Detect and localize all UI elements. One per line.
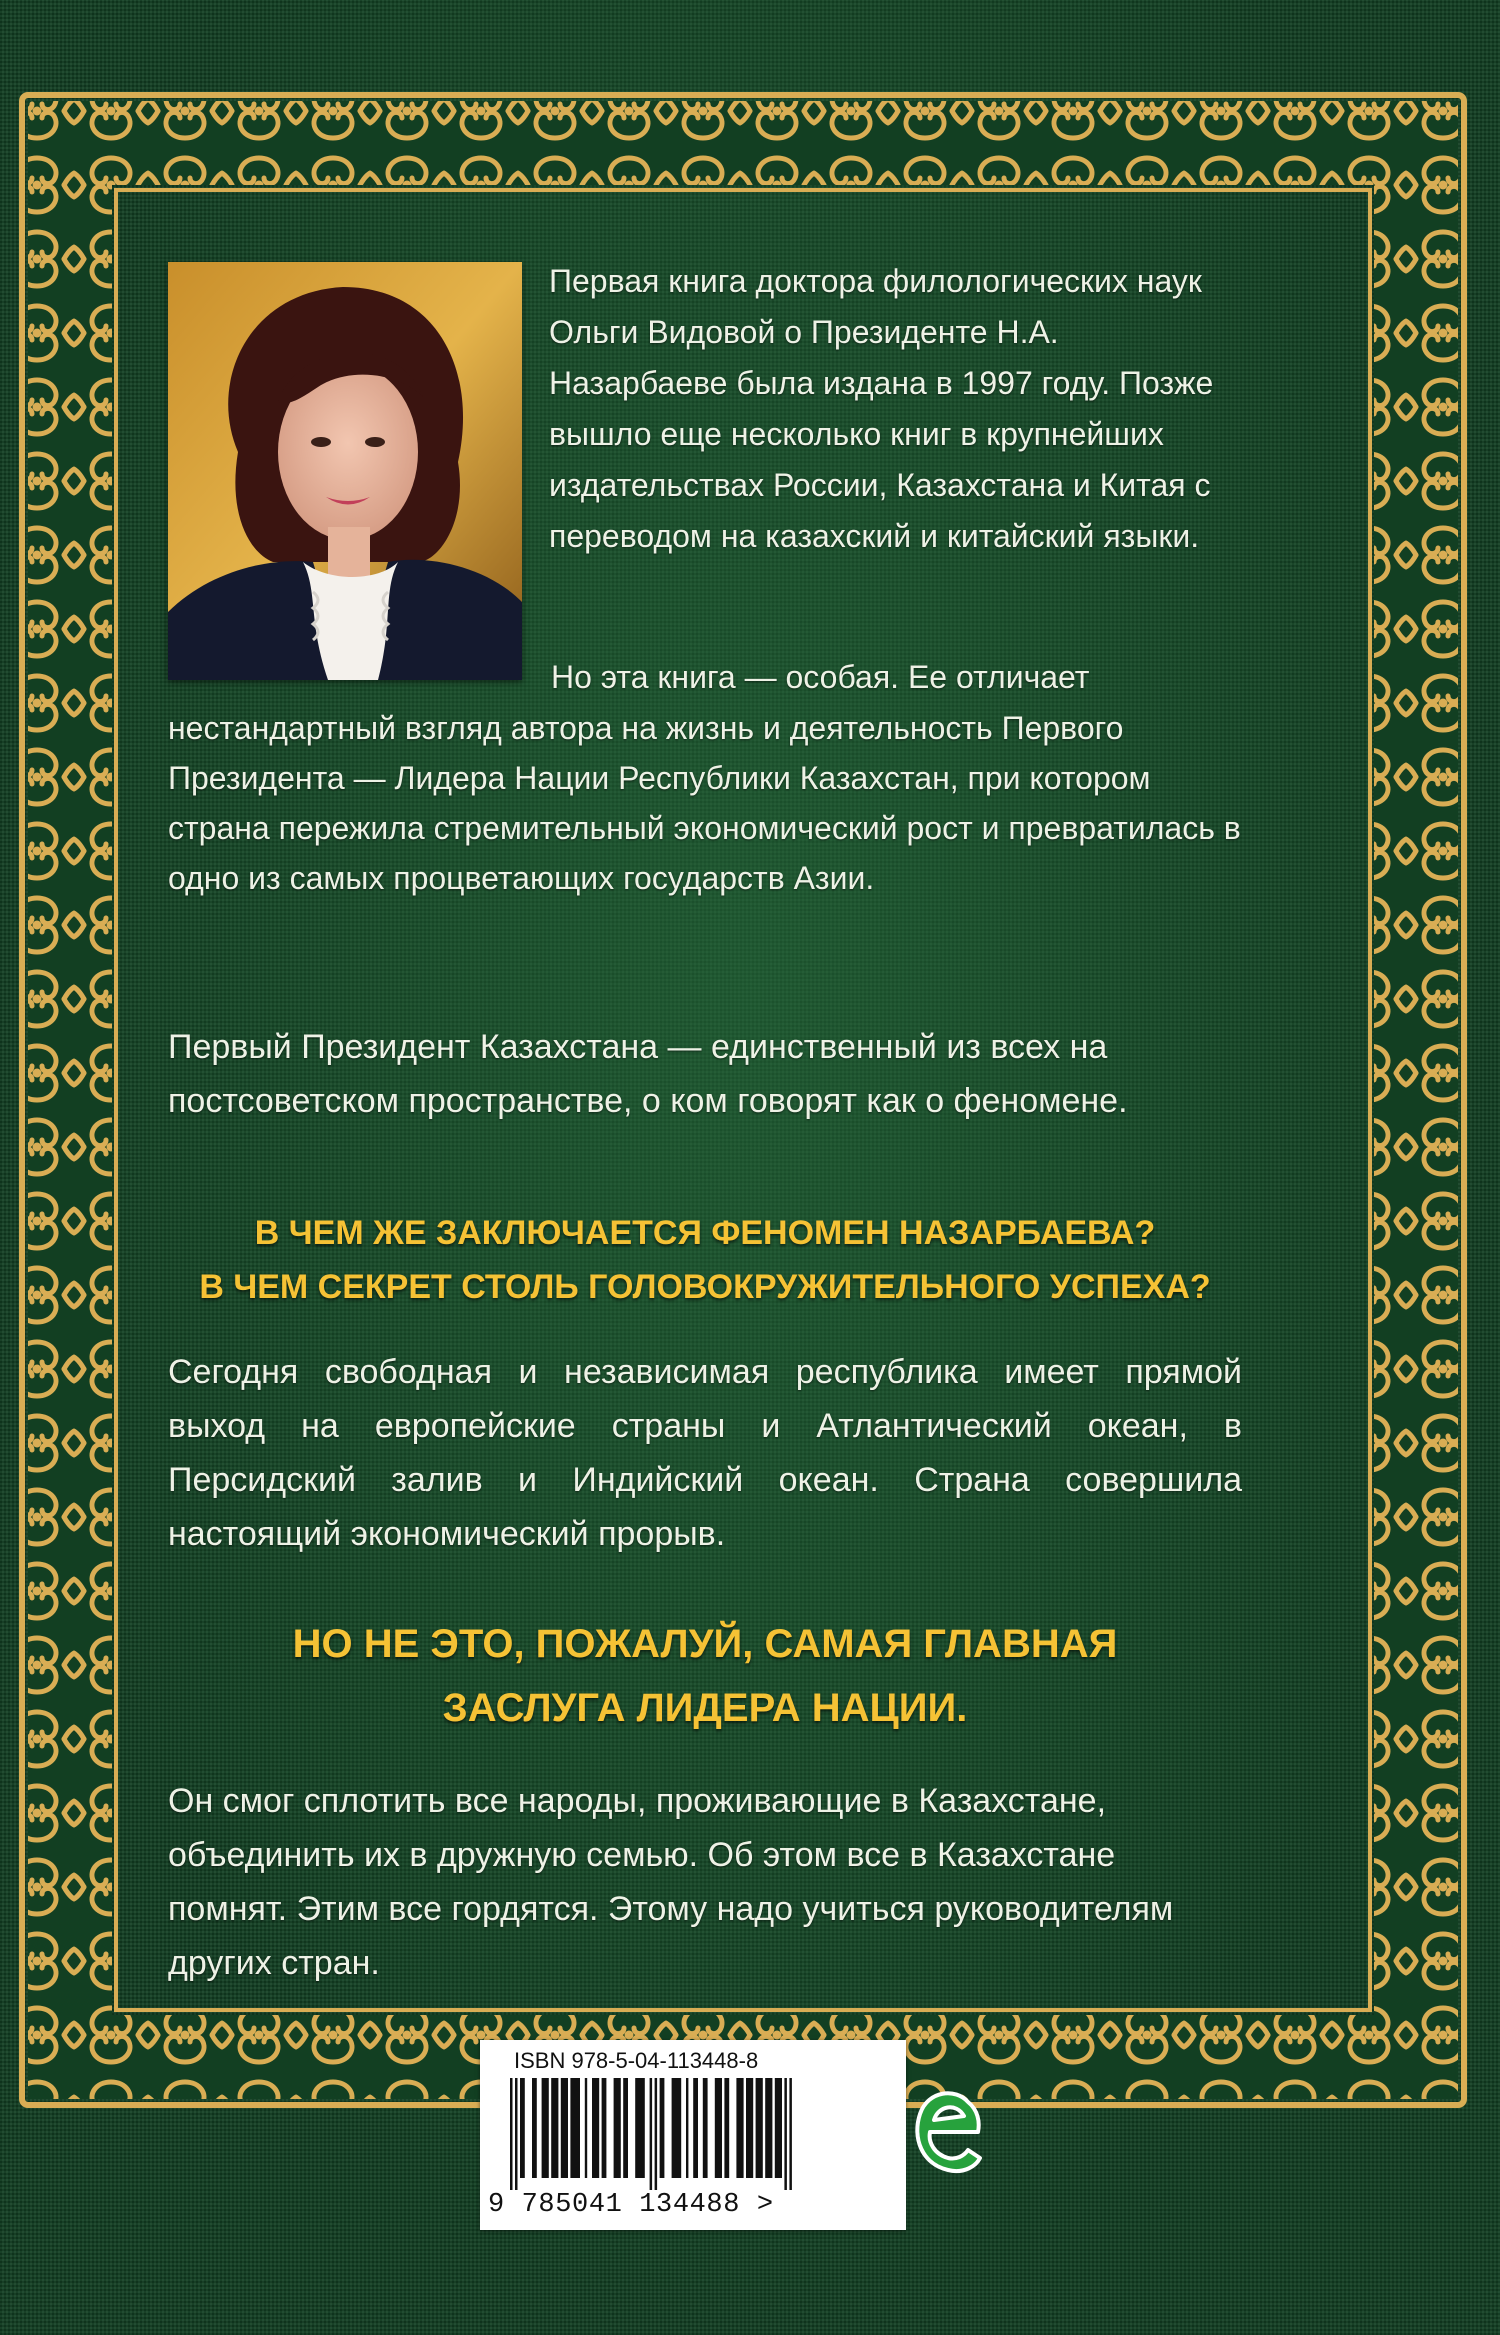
barcode-bar xyxy=(510,2078,513,2190)
barcode-bar xyxy=(532,2078,537,2178)
barcode-bar xyxy=(614,2078,621,2178)
barcode-digits: 9 785041 134488 > xyxy=(488,2190,774,2220)
barcode-bar xyxy=(724,2078,729,2178)
barcode-bar xyxy=(570,2078,580,2178)
barcode-bar xyxy=(693,2078,698,2178)
barcode-bar xyxy=(585,2078,587,2178)
barcode-bar xyxy=(775,2078,782,2178)
intro-paragraph-2: Но эта книга — особая. Ее отличает xyxy=(551,659,1090,695)
barcode-bar xyxy=(650,2078,653,2190)
intro-paragraph-1: Первая книга доктора филологических наук Ольги Видовой о Президенте Н.А. Назарбаеве была издана в 1997 году. Позже вышло еще несколько книг в крупнейших издательствах России, Казахстана и Китая с переводом на казахский и китайский языки. xyxy=(549,263,1214,554)
author-portrait-icon xyxy=(168,262,522,680)
barcode-bar xyxy=(592,2078,599,2178)
barcode-bar xyxy=(542,2078,549,2178)
barcode-bar xyxy=(515,2078,518,2190)
barcode-bar xyxy=(602,2078,607,2178)
barcode-bar xyxy=(715,2078,722,2178)
barcode-bar xyxy=(672,2078,682,2178)
emphasis-headline-1: НО НЕ ЭТО, ПОЖАЛУЙ, САМАЯ ГЛАВНАЯ xyxy=(292,1622,1118,1666)
barcode-bar xyxy=(686,2078,688,2178)
barcode-bar xyxy=(520,2078,525,2178)
eksmo-logo-icon xyxy=(910,2082,986,2178)
barcode-bar xyxy=(660,2078,665,2178)
question-headline-2: В ЧЕМ СЕКРЕТ СТОЛЬ ГОЛОВОКРУЖИТЕЛЬНОГО УСПЕХА? xyxy=(199,1268,1211,1306)
barcode-bar xyxy=(765,2078,772,2178)
barcode-bar xyxy=(736,2078,743,2178)
barcode-bar xyxy=(551,2078,558,2178)
barcode-bar xyxy=(756,2078,763,2178)
barcode-bar xyxy=(655,2078,658,2190)
barcode-bar xyxy=(789,2078,792,2190)
barcode-bar xyxy=(746,2078,753,2178)
barcode-bar xyxy=(635,2078,645,2178)
barcode-icon xyxy=(510,2078,880,2190)
isbn-label: ISBN 978-5-04-113448-8 xyxy=(514,2048,759,2073)
question-headline-1: В ЧЕМ ЖЕ ЗАКЛЮЧАЕТСЯ ФЕНОМЕН НАЗАРБАЕВА? xyxy=(254,1214,1156,1252)
barcode-panel xyxy=(480,2040,906,2230)
barcode-bar xyxy=(561,2078,568,2178)
unity-paragraph: Он смог сплотить все народы, проживающие в Казахстане, объединить их в дружную семью. Об этом все в Казахстане помнят. Этим все гордятся. Этому надо учиться руководителям других стран. xyxy=(168,1782,1174,1982)
republic-paragraph: Сегодня свободная и независимая республика имеет прямой выход на европейские страны и Атлантический океан, в Персидский залив и Индийский океан. Страна совершила настоящий экономический прорыв. xyxy=(168,1353,1242,1553)
phenomenon-paragraph: Первый Президент Казахстана — единственный из всех на постсоветском пространстве, о ком говорят как о феномене. xyxy=(168,1028,1128,1120)
barcode-bar xyxy=(703,2078,708,2178)
barcode-bar xyxy=(784,2078,787,2190)
emphasis-headline-2: ЗАСЛУГА ЛИДЕРА НАЦИИ. xyxy=(442,1686,968,1730)
barcode-bar xyxy=(623,2078,628,2178)
intro-paragraph-2-continued: нестандартный взгляд автора на жизнь и деятельность Первого Президента — Лидера Нации Республики Казахстан, при котором страна пережила стремительный экономический рост и превратилась в одно из самых процветающих государств Азии. xyxy=(168,710,1241,896)
author-portrait-photo xyxy=(168,262,522,680)
